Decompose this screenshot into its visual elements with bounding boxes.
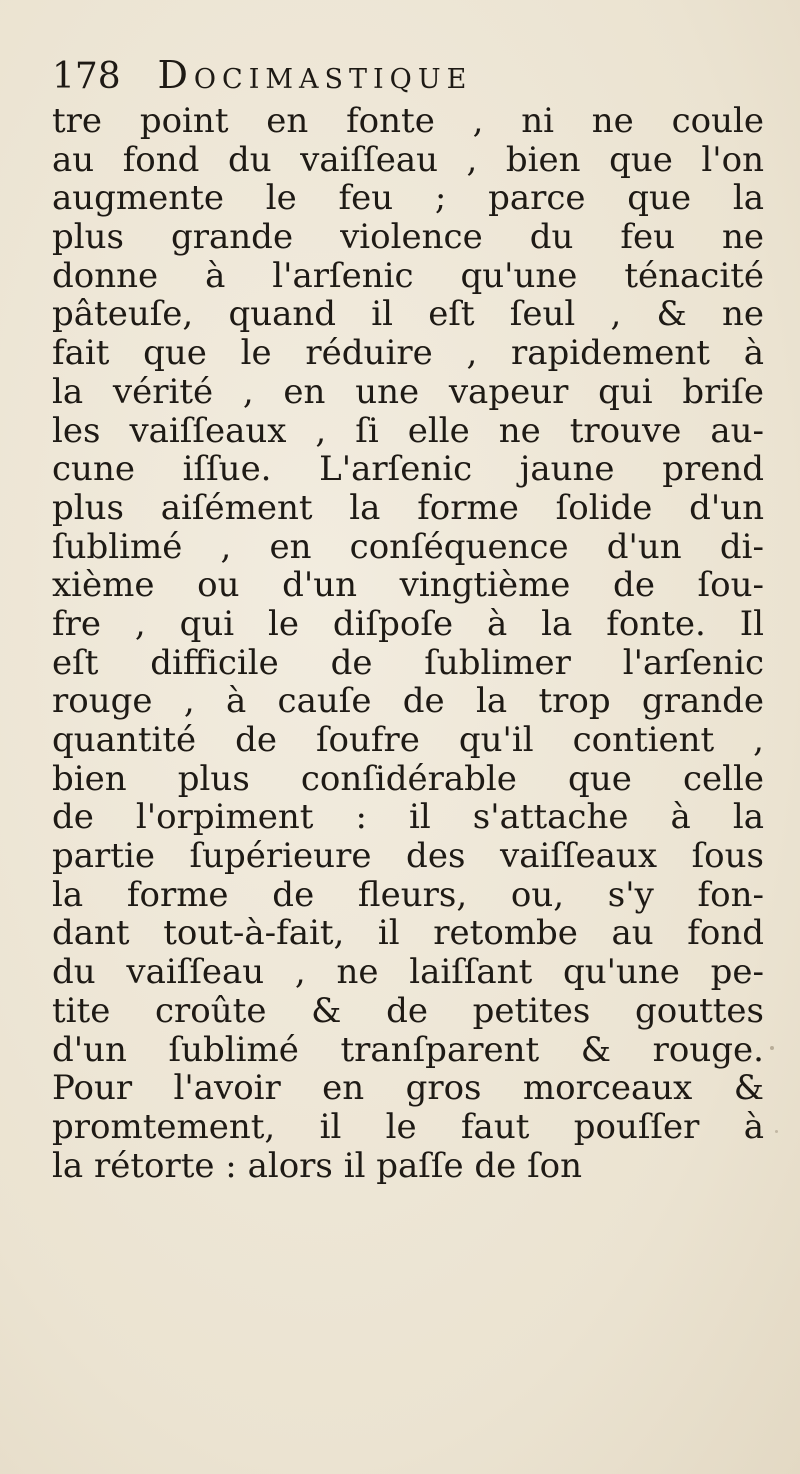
text-line: du vaiſſeau , ne laiſſant qu'une pe- [52,953,764,992]
text-line: Pour l'avoir en gros morceaux & [52,1069,764,1108]
text-line: la forme de fleurs, ou, s'y fon- [52,875,764,915]
text-line: donne à l'arſenic qu'une ténacité [52,256,764,296]
text-line: les vaiſſeaux , ſi elle ne trouve au- [52,411,764,451]
text-line: pâteuſe, quand il eſt ſeul , & ne [52,295,764,335]
text-line: eſt difficile de ſublimer l'arſenic [52,643,764,683]
paper-speck [770,1046,774,1050]
text-line: dant tout-à-fait, il retombe au fond [52,914,764,954]
text-line: cune iſſue. L'arſenic jaune prend [52,450,764,489]
text-line: tre point en fonte , ni ne coule [52,102,764,141]
text-line: xième ou d'un vingtième de ſou- [52,566,764,605]
text-line: d'un ſublimé tranſparent & rouge. [52,1030,764,1070]
paper-speck [775,1130,778,1133]
page-number: 178 [52,56,121,97]
text-line: plus aiſément la forme ſolide d'un [52,488,764,528]
text-line: la rétorte : alors il paſſe de ſon [52,1146,583,1186]
page-header [52,48,752,102]
text-line: plus grande violence du feu ne [52,218,764,257]
text-line: la vérité , en une vapeur qui briſe [52,372,764,412]
body-text [52,102,764,1185]
text-line: tite croûte & de petites gouttes [52,991,764,1031]
text-line: augmente le feu ; parce que la [52,179,764,219]
text-line: bien plus conſidérable que celle [52,759,764,799]
text-line: de l'orpiment : il s'attache à la [52,798,764,838]
running-head: Docimastique [157,53,473,97]
text-line: promtement, il le faut pouſſer à [52,1107,764,1147]
text-line: ſublimé , en conſéquence d'un di- [52,527,764,567]
text-line: partie ſupérieure des vaiſſeaux ſous [52,837,764,876]
text-line: fre , qui le diſpoſe à la fonte. Il [52,604,764,644]
text-line: au fond du vaiſſeau , bien que l'on [52,140,764,180]
text-line: quantité de ſoufre qu'il contient , [52,721,764,760]
text-line: fait que le réduire , rapidement à [52,334,764,373]
text-line: rouge , à cauſe de la trop grande [52,682,764,721]
